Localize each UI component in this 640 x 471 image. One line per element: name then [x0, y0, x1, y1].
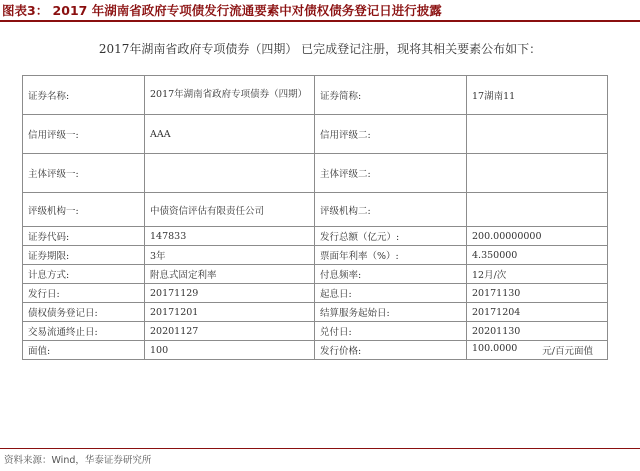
- row-label-2: 发行价格:: [315, 341, 467, 360]
- row-value-1: 20171129: [145, 284, 315, 303]
- row-value-1: AAA: [145, 115, 315, 154]
- row-value-1: 100: [145, 341, 315, 360]
- table-row: [23, 154, 608, 193]
- table-row: [23, 246, 608, 265]
- row-label-2: 起息日:: [315, 284, 467, 303]
- row-value-2: [467, 193, 608, 227]
- row-value-1: 附息式固定利率: [145, 265, 315, 284]
- issue-price-value: 100.0000: [472, 343, 518, 354]
- row-value-1: 147833: [145, 227, 315, 246]
- source-note: 资料来源：Wind，华泰证券研究所: [4, 455, 152, 466]
- table-row: [23, 284, 608, 303]
- row-value-2: 20201130: [467, 322, 608, 341]
- table-row: [23, 265, 608, 284]
- row-label-2: 结算服务起始日:: [315, 303, 467, 322]
- row-value-2: 4.350000: [467, 246, 608, 265]
- row-value-1: [145, 154, 315, 193]
- bottom-divider: [0, 448, 640, 449]
- row-label-2: 主体评级二:: [315, 154, 467, 193]
- table-row: [23, 341, 608, 360]
- table-row: [23, 193, 608, 227]
- table-row: [23, 76, 608, 115]
- row-label-2: 证券简称:: [315, 76, 467, 115]
- table-row: [23, 227, 608, 246]
- row-label-2: 评级机构二:: [315, 193, 467, 227]
- row-value-1: 20171201: [145, 303, 315, 322]
- row-label-1: 交易流通终止日:: [23, 322, 145, 341]
- row-value-2: [467, 115, 608, 154]
- row-value-1: 中债资信评估有限责任公司: [145, 193, 315, 227]
- row-label-1: 主体评级一:: [23, 154, 145, 193]
- row-value-2: [467, 154, 608, 193]
- intro-text: 2017年湖南省政府专项债券（四期） 已完成登记注册，现将其相关要素公布如下：: [98, 42, 542, 56]
- row-value-1: 3年: [145, 246, 315, 265]
- row-value-1: 2017年湖南省政府专项债券（四期）: [145, 76, 315, 115]
- row-label-2: 票面年利率（%）:: [315, 246, 467, 265]
- row-label-1: 发行日:: [23, 284, 145, 303]
- row-value-2: 200.00000000: [467, 227, 608, 246]
- row-label-1: 证券名称:: [23, 76, 145, 115]
- row-label-1: 面值:: [23, 341, 145, 360]
- row-value-2: 17湖南11: [467, 76, 608, 115]
- row-label-1: 计息方式:: [23, 265, 145, 284]
- table-row: [23, 115, 608, 154]
- figure-title: 图表3： 2017 年湖南省政府专项债发行流通要素中对债权债务登记日进行披露: [0, 0, 640, 22]
- row-label-2: 信用评级二:: [315, 115, 467, 154]
- row-value-2: 20171130: [467, 284, 608, 303]
- row-label-1: 证券期限:: [23, 246, 145, 265]
- row-value-2: [467, 341, 608, 360]
- row-value-1: 20201127: [145, 322, 315, 341]
- row-value-2: 12月/次: [467, 265, 608, 284]
- row-label-1: 证券代码:: [23, 227, 145, 246]
- bond-registration-table: [22, 75, 608, 360]
- row-label-1: 债权债务登记日:: [23, 303, 145, 322]
- issue-price-unit: 元/百元面值: [542, 346, 593, 357]
- row-value-2: 20171204: [467, 303, 608, 322]
- row-label-1: 评级机构一:: [23, 193, 145, 227]
- row-label-2: 兑付日:: [315, 322, 467, 341]
- row-label-2: 发行总额（亿元）:: [315, 227, 467, 246]
- row-label-2: 付息频率:: [315, 265, 467, 284]
- table-row: [23, 303, 608, 322]
- table-row: [23, 322, 608, 341]
- row-label-1: 信用评级一:: [23, 115, 145, 154]
